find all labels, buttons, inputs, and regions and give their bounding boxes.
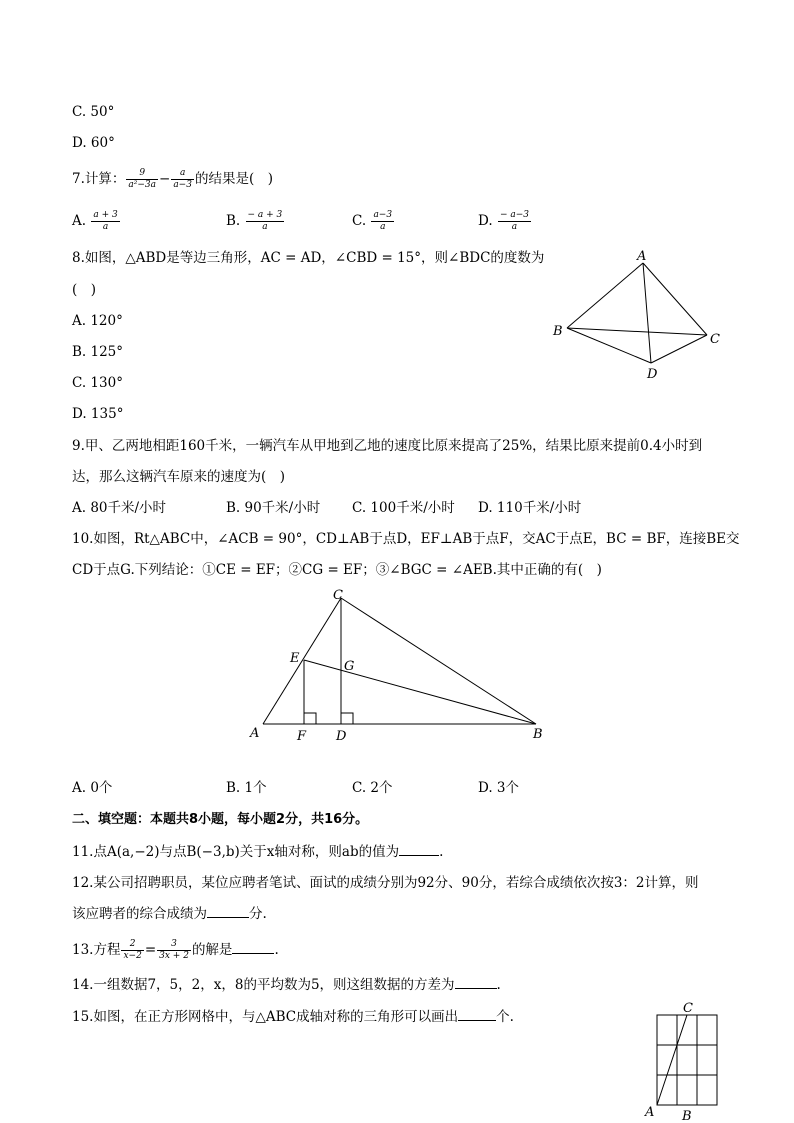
q8-option-a: A. 120° xyxy=(72,313,123,329)
section-2-title: 二、填空题：本题共8小题，每小题2分，共16分。 xyxy=(72,812,369,827)
q10-option-d: D. 3个 xyxy=(478,780,520,796)
q13-fraction-2: $\frac{3}{3x + 2}$ xyxy=(159,939,189,961)
q9-option-d: D. 110千米/小时 xyxy=(478,500,582,516)
q13-answer-blank[interactable] xyxy=(232,941,274,954)
q15-label-a: A xyxy=(645,1105,655,1120)
q8-option-c: C. 130° xyxy=(72,375,123,391)
q11-answer-blank[interactable] xyxy=(399,843,439,856)
q8-label-d: D xyxy=(647,367,658,382)
q7-prefix: 7.计算： xyxy=(72,171,126,187)
q10-label-g: G xyxy=(344,659,355,674)
q9-option-b: B. 90千米/小时 xyxy=(226,500,321,516)
q12-stem-line1: 12.某公司招聘职员，某位应聘者笔试、面试的成绩分别为92分、90分，若综合成绩依次按3：2计算，则 xyxy=(72,875,699,891)
q13-fraction-1: $\frac{2}{x-2}$ xyxy=(123,939,142,961)
q9-stem-line1: 9.甲、乙两地相距160千米，一辆汽车从甲地到乙地的速度比原来提高了25%，结果比原来提前0.4小时到 xyxy=(72,438,703,454)
q10-figure xyxy=(245,585,555,745)
q7-suffix: 的结果是( ) xyxy=(194,171,273,187)
q10-label-d: D xyxy=(336,729,347,744)
q10-label-e: E xyxy=(290,651,300,666)
q7-option-a: A. $\frac{a + 3}{a}$ xyxy=(72,210,118,232)
q7-fraction-1: $\frac{9}{\text{a²−3a}}$ xyxy=(128,168,156,190)
q10-stem-line2: CD于点G.下列结论：①CE = EF；②CG = EF；③∠BGC = ∠AEB.其中正确的有( ) xyxy=(72,562,602,578)
q10-option-a: A. 0个 xyxy=(72,780,113,796)
q11-stem: 11.点A(a,−2)与点B(−3,b)关于x轴对称，则ab的值为 . xyxy=(72,844,444,860)
q8-label-a: A xyxy=(637,249,647,264)
q7-minus: − xyxy=(159,171,171,187)
q8-label-c: C xyxy=(710,332,720,347)
q14-stem: 14.一组数据7，5，2，x，8的平均数为5，则这组数据的方差为 . xyxy=(72,977,501,993)
q8-option-d: D. 135° xyxy=(72,406,124,422)
q8-stem-line2: ( ) xyxy=(72,282,97,298)
q8-figure xyxy=(545,245,730,385)
q7-option-c: C. $\frac{a-3}{a}$ xyxy=(352,210,393,232)
q12-stem-line2: 该应聘者的综合成绩为 分. xyxy=(72,906,267,922)
q6-option-d: D. 60° xyxy=(72,135,115,151)
q9-stem-line2: 达，那么这辆汽车原来的速度为( ) xyxy=(72,469,286,485)
q8-stem-line1: 8.如图，△ABD是等边三角形，AC = AD，∠CBD = 15°，则∠BDC的度数为 xyxy=(72,250,545,266)
q9-option-c: C. 100千米/小时 xyxy=(352,500,455,516)
q8-option-b: B. 125° xyxy=(72,344,124,360)
q6-option-c: C. 50° xyxy=(72,104,115,120)
q10-stem-line1: 10.如图，Rt△ABC中，∠ACB = 90°，CD⊥AB于点D，EF⊥AB于点F，交AC于点E，BC = BF，连接BE交 xyxy=(72,531,740,547)
q9-option-a: A. 80千米/小时 xyxy=(72,500,167,516)
q15-label-b: B xyxy=(682,1109,692,1123)
q8-label-b: B xyxy=(553,324,563,339)
q10-label-a: A xyxy=(250,726,260,741)
q13-stem: 13.方程 $\frac{2}{x-2}$ = $\frac{3}{3x + 2}$ 的解是 . xyxy=(72,939,279,961)
q7-fraction-2: $\frac{a}{a-3}$ xyxy=(173,168,192,190)
q15-label-c: C xyxy=(683,1001,693,1016)
q10-label-f: F xyxy=(297,729,307,744)
q15-stem: 15.如图，在正方形网格中，与△ABC成轴对称的三角形可以画出 个. xyxy=(72,1009,514,1025)
q15-answer-blank[interactable] xyxy=(458,1008,496,1021)
q10-option-c: C. 2个 xyxy=(352,780,393,796)
q7-stem xyxy=(72,168,273,191)
q10-option-b: B. 1个 xyxy=(226,780,267,796)
q10-label-c: C xyxy=(333,588,343,603)
q15-grid-figure xyxy=(640,998,730,1123)
q7-option-b: B. $\frac{- a + 3}{a}$ xyxy=(226,210,283,232)
q14-answer-blank[interactable] xyxy=(455,976,497,989)
q12-answer-blank[interactable] xyxy=(207,905,249,918)
q7-option-d: D. $\frac{- a-3}{a}$ xyxy=(478,210,529,232)
q10-label-b: B xyxy=(533,727,543,742)
